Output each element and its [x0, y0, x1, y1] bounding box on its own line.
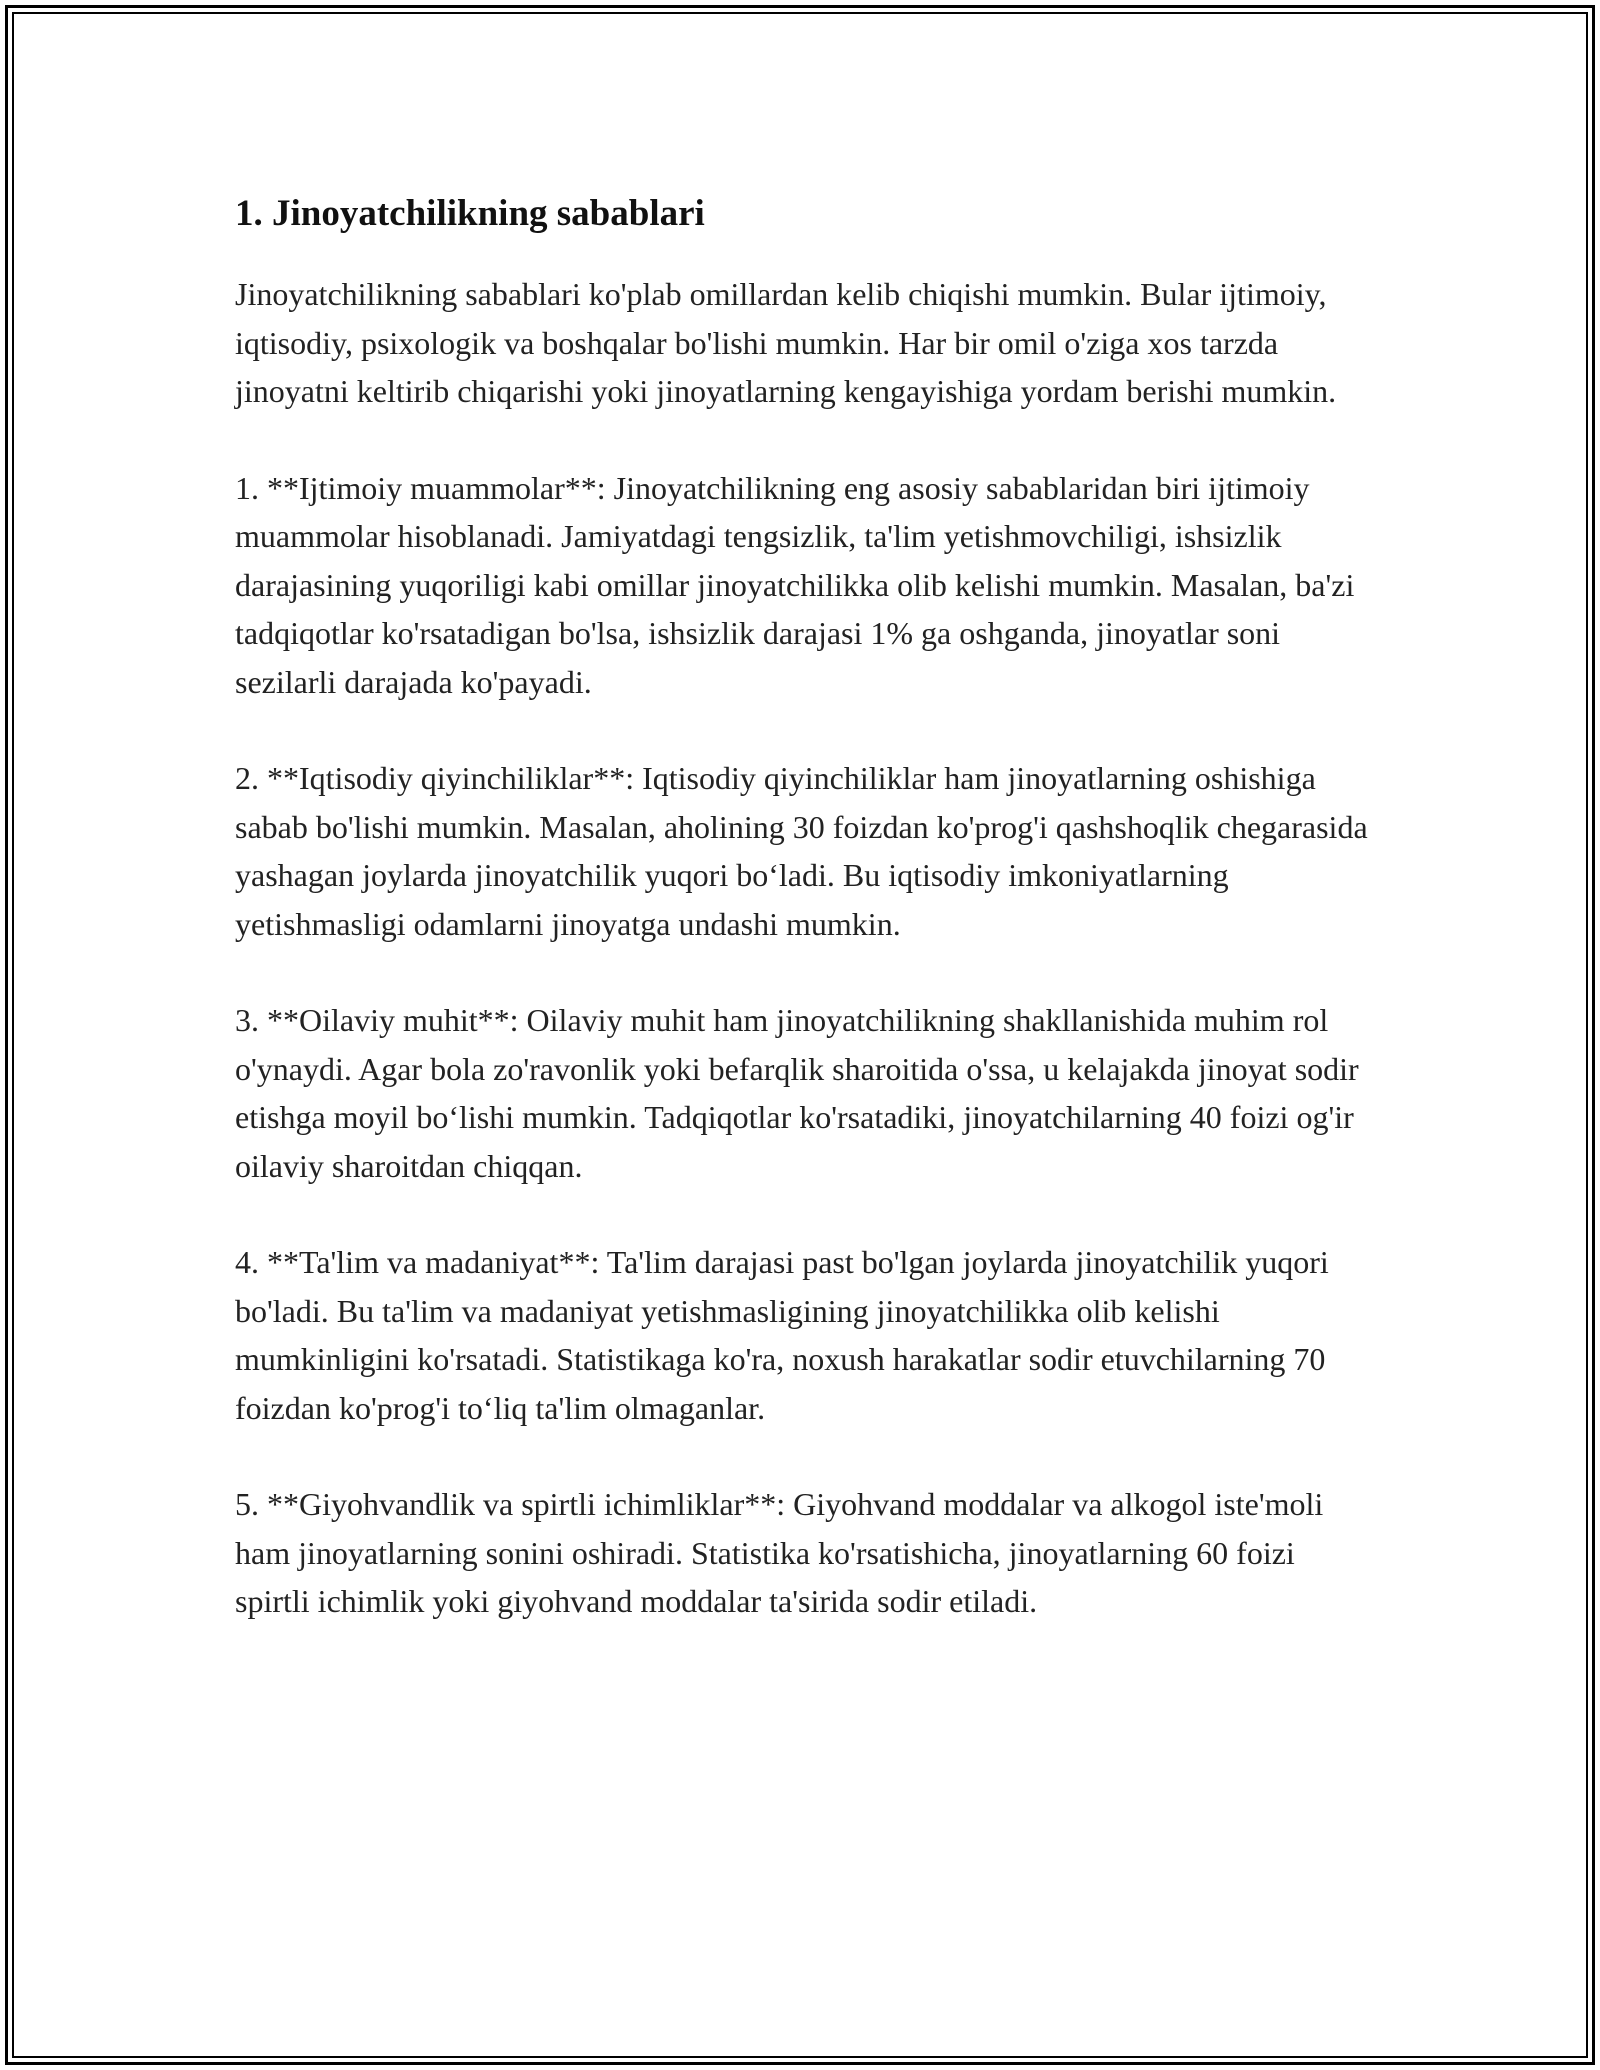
paragraph-drugs-alcohol: 5. **Giyohvandlik va spirtli ichimliklar**: Giyohvand moddalar va alkogol iste'moli ham jinoyatlarning sonini oshiradi. Statistika ko'rsatishicha, jinoyatlarning 60 foizi spirtli ichimlik yoki giyohvand moddalar ta'sirida sodir etiladi. — [235, 1486, 1324, 1619]
section-heading: 1. Jinoyatchilikning sabablari — [235, 193, 705, 234]
paragraph-social-problems: 1. **Ijtimoiy muammolar**: Jinoyatchilikning eng asosiy sabablaridan biri ijtimoiy muammolar hisoblanadi. Jamiyatdagi tengsizlik, ta'lim yetishmovchiligi, ishsizlik darajasining yuqoriligi kabi omillar jinoyatchilikka olib kelishi mumkin. Masalan, ba'zi tadqiqotlar ko'rsatadigan bo'lsa, ishsizlik darajasi 1% ga oshganda, jinoyatlar soni sezilarli darajada ko'payadi. — [235, 469, 1355, 700]
paragraph-family-environment: 3. **Oilaviy muhit**: Oilaviy muhit ham jinoyatchilikning shakllanishida muhim rol o'ynaydi. Agar bola zo'ravonlik yoki befarqlik sharoitida o'ssa, u kelajakda jinoyat sodir etishga moyil bo‘lishi mumkin. Tadqiqotlar ko'rsatadiki, jinoyatchilarning 40 foizi og'ir oilaviy sharoitdan chiqqan. — [235, 1002, 1359, 1184]
intro-paragraph: Jinoyatchilikning sabablari ko'plab omillardan kelib chiqishi mumkin. Bular ijtimoiy, iqtisodiy, psixologik va boshqalar bo'lishi mumkin. Har bir omil o'ziga xos tarzda jinoyatni keltirib chiqarishi yoki jinoyatlarning kengayishiga yordam berishi mumkin. — [235, 276, 1337, 409]
document-body — [235, 186, 1375, 1674]
paragraph-education-culture: 4. **Ta'lim va madaniyat**: Ta'lim darajasi past bo'lgan joylarda jinoyatchilik yuqori bo'ladi. Bu ta'lim va madaniyat yetishmasligining jinoyatchilikka olib kelishi mumkinligini ko'rsatadi. Statistikaga ko'ra, noxush harakatlar sodir etuvchilarning 70 foizdan ko'prog'i to‘liq ta'lim olmaganlar. — [235, 1244, 1329, 1426]
paragraph-economic-difficulties: 2. **Iqtisodiy qiyinchiliklar**: Iqtisodiy qiyinchiliklar ham jinoyatlarning oshishiga sabab bo'lishi mumkin. Masalan, aholining 30 foizdan ko'prog'i qashshoqlik chegarasida yashagan joylarda jinoyatchilik yuqori bo‘ladi. Bu iqtisodiy imkoniyatlarning yetishmasligi odamlarni jinoyatga undashi mumkin. — [235, 760, 1368, 942]
